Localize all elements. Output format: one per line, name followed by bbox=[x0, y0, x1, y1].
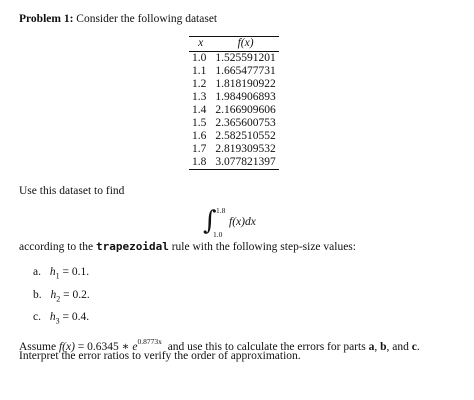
step-size-item-a bbox=[33, 266, 89, 280]
part-c: c bbox=[411, 341, 417, 353]
integral-integrand: f(x)dx bbox=[229, 216, 256, 228]
step-var: h bbox=[49, 266, 56, 278]
exp-exponent: 0.8773x bbox=[137, 337, 162, 346]
closing-mid-text: and use this to calculate the errors for parts bbox=[167, 341, 366, 353]
column-header-fx: f(x) bbox=[237, 37, 254, 49]
list-marker: a. bbox=[33, 266, 41, 278]
cell-fx: 2.819309532 bbox=[215, 143, 276, 155]
cell-x: 1.3 bbox=[192, 91, 207, 103]
problem-label: Problem 1: bbox=[19, 13, 74, 25]
column-header-x: x bbox=[198, 37, 204, 49]
cell-fx: 1.984906893 bbox=[215, 91, 276, 103]
rule-text-before: according to the bbox=[19, 241, 94, 253]
cell-fx: 2.582510552 bbox=[215, 130, 276, 142]
part-b: b bbox=[380, 341, 387, 353]
assume-function: f(x) bbox=[58, 341, 75, 353]
step-size-item-c bbox=[33, 311, 89, 325]
cell-fx: 1.818190922 bbox=[215, 78, 276, 90]
comma: , bbox=[374, 341, 378, 353]
exp-base: e bbox=[132, 341, 138, 353]
table-row bbox=[189, 156, 279, 170]
integral-sign-icon: ∫ bbox=[203, 206, 217, 236]
dataset-table-container bbox=[189, 36, 279, 170]
step-value: = 0.1. bbox=[59, 266, 90, 278]
table-row bbox=[189, 143, 279, 156]
step-subscript: 2 bbox=[56, 294, 61, 304]
cell-fx: 2.166909606 bbox=[215, 104, 276, 116]
table-row bbox=[189, 91, 279, 104]
problem-heading bbox=[19, 13, 217, 25]
step-subscript: 1 bbox=[55, 271, 60, 281]
list-marker: b. bbox=[33, 289, 42, 301]
step-var: h bbox=[49, 311, 56, 323]
closing-line-2: Interpret the error ratios to verify the order of approximation. bbox=[19, 350, 301, 362]
rule-name: trapezoidal bbox=[95, 240, 169, 253]
step-value: = 0.2. bbox=[60, 289, 90, 301]
period: . bbox=[416, 341, 420, 353]
table-row bbox=[189, 130, 279, 143]
cell-x: 1.6 bbox=[192, 130, 207, 142]
find-text: Use this dataset to find bbox=[19, 185, 125, 197]
table-row bbox=[189, 104, 279, 117]
cell-x: 1.0 bbox=[192, 52, 207, 64]
step-var: h bbox=[50, 289, 57, 301]
table-row bbox=[189, 65, 279, 78]
cell-x: 1.1 bbox=[192, 65, 207, 77]
assume-text: Assume bbox=[19, 341, 57, 353]
dataset-table bbox=[189, 36, 279, 170]
cell-fx: 2.365600753 bbox=[215, 117, 276, 129]
list-marker: c. bbox=[33, 311, 41, 323]
cell-fx: 1.665477731 bbox=[215, 65, 276, 77]
table-header-row bbox=[189, 37, 279, 52]
step-subscript: 3 bbox=[55, 316, 60, 326]
table-row bbox=[189, 78, 279, 91]
rule-sentence bbox=[19, 240, 356, 253]
table-row bbox=[189, 52, 279, 66]
table-row bbox=[189, 117, 279, 130]
rule-text-after: rule with the following step-size values: bbox=[171, 241, 356, 253]
cell-fx: 3.077821397 bbox=[215, 156, 276, 168]
cell-x: 1.5 bbox=[192, 117, 207, 129]
problem-intro: Consider the following dataset bbox=[76, 13, 218, 25]
integral-upper-limit: 1.8 bbox=[216, 206, 226, 215]
step-size-item-b bbox=[33, 289, 90, 303]
and-text: , and bbox=[386, 341, 409, 353]
cell-fx: 1.525591201 bbox=[215, 52, 276, 64]
assume-equation: = 0.6345 ∗ bbox=[74, 341, 133, 353]
cell-x: 1.7 bbox=[192, 143, 207, 155]
cell-x: 1.4 bbox=[192, 104, 207, 116]
part-a: a bbox=[368, 341, 375, 353]
cell-x: 1.8 bbox=[192, 156, 207, 168]
step-value: = 0.4. bbox=[59, 311, 90, 323]
cell-x: 1.2 bbox=[192, 78, 207, 90]
integral-lower-limit: 1.0 bbox=[213, 230, 223, 239]
